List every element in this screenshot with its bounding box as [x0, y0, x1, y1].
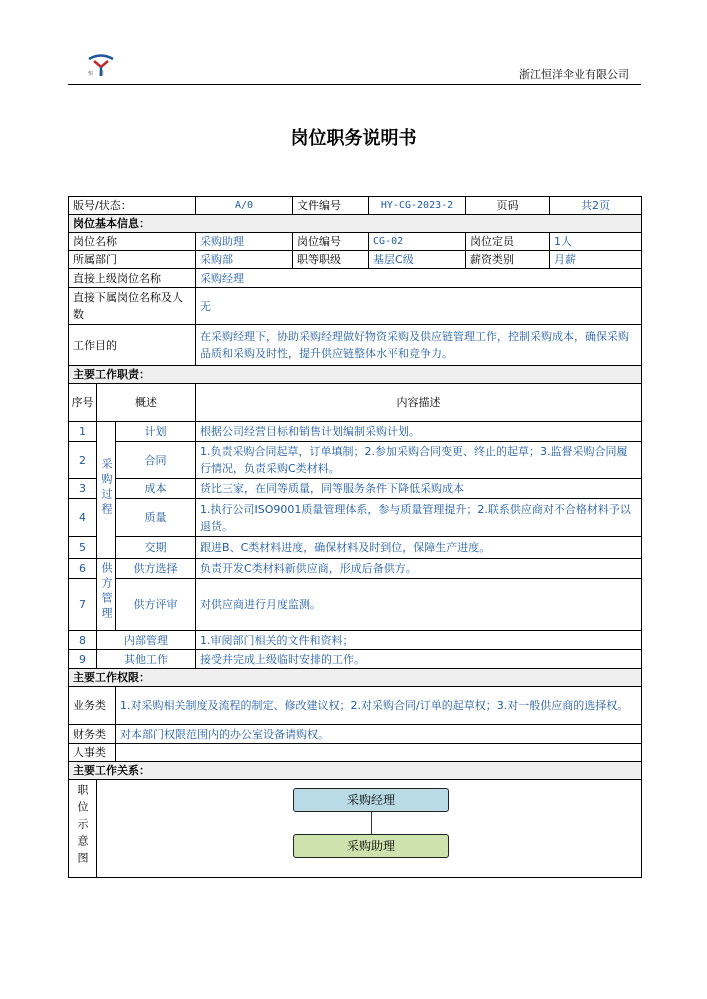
- duty-name: 供方评审: [116, 579, 196, 631]
- page-value: 共2页: [550, 197, 642, 215]
- hr-value: [116, 744, 642, 762]
- org-node-manager: 采购经理: [293, 788, 449, 812]
- headcount-label: 岗位定员: [466, 233, 550, 251]
- org-chart: [97, 780, 642, 878]
- company-logo-icon: [86, 52, 116, 82]
- section-authority: 主要工作权限：: [69, 669, 642, 687]
- page-label: 页码: [466, 197, 550, 215]
- dept-label: 所属部门: [69, 251, 196, 269]
- authority-row-biz: [69, 687, 642, 725]
- table-row: [69, 579, 642, 631]
- duty-no: 9: [69, 650, 97, 669]
- duty-name: 供方选择: [116, 559, 196, 579]
- duty-desc: 货比三家，在同等质量，同等服务条件下降低采购成本: [196, 479, 642, 499]
- duty-no: 8: [69, 631, 97, 650]
- basic-row-2: [69, 251, 642, 269]
- superior-label: 直接上级岗位名称: [69, 269, 196, 288]
- version-value: A/0: [196, 197, 293, 215]
- duty-desc: 跟进B、C类材料进度，确保材料及时到位，保障生产进度。: [196, 537, 642, 559]
- post-name-value: 采购助理: [196, 233, 293, 251]
- biz-value: 1.对采购相关制度及流程的制定、修改建议权；2.对采购合同/订单的起草权；3.对一般供应商的选择权。: [116, 687, 642, 725]
- meta-row: [69, 197, 642, 215]
- table-row: [69, 537, 642, 559]
- section-duties: 主要工作职责：: [69, 366, 642, 384]
- group-label: 供方管理: [100, 562, 113, 622]
- authority-row-fin: [69, 725, 642, 744]
- page-header: [68, 44, 641, 85]
- subordinate-value: 无: [196, 288, 642, 325]
- col-summary-header: 概述: [97, 384, 196, 422]
- duty-name: 内部管理: [97, 631, 196, 650]
- job-description-table: [68, 196, 642, 878]
- duty-desc: 接受并完成上级临时安排的工作。: [196, 650, 642, 669]
- post-name-label: 岗位名称: [69, 233, 196, 251]
- duty-no: 3: [69, 479, 97, 499]
- headcount-value: 1人: [550, 233, 642, 251]
- purpose-label: 工作目的: [69, 325, 196, 366]
- pay-label: 薪资类别: [466, 251, 550, 269]
- grade-value: 基层C级: [369, 251, 466, 269]
- table-row: [69, 499, 642, 537]
- col-desc-header: 内容描述: [196, 384, 642, 422]
- duty-no: 1: [69, 422, 97, 442]
- dept-value: 采购部: [196, 251, 293, 269]
- group-purchase-process: [97, 422, 116, 559]
- duty-desc: 对供应商进行月度监测。: [196, 579, 642, 631]
- relations-row: [69, 780, 642, 878]
- duty-no: 6: [69, 559, 97, 579]
- duty-name: 合同: [116, 442, 196, 479]
- duty-desc: 负责开发C类材料新供应商，形成后备供方。: [196, 559, 642, 579]
- logo-caption: 恒洋: [88, 71, 111, 77]
- duty-name: 其他工作: [97, 650, 196, 669]
- hr-label: 人事类: [69, 744, 116, 762]
- table-row: [69, 559, 642, 579]
- authority-row-hr: [69, 744, 642, 762]
- docno-value: HY-CG-2023-2: [369, 197, 466, 215]
- basic-row-1: [69, 233, 642, 251]
- org-connector: [371, 812, 372, 834]
- duty-name: 成本: [116, 479, 196, 499]
- duty-desc: 1.审阅部门相关的文件和资料；: [196, 631, 642, 650]
- docno-label: 文件编号: [293, 197, 369, 215]
- chart-label-text: 职位示意图: [76, 783, 89, 869]
- duties-header-row: [69, 384, 642, 422]
- group-label: 采购过程: [100, 457, 113, 518]
- org-chart-label: [69, 780, 97, 878]
- subordinate-row: [69, 288, 642, 325]
- duty-no: 2: [69, 442, 97, 479]
- group-supplier-mgmt: [97, 559, 116, 631]
- table-row: [69, 631, 642, 650]
- section-relations: 主要工作关系：: [69, 762, 642, 780]
- org-node-assistant: 采购助理: [293, 834, 449, 858]
- purpose-row: [69, 325, 642, 366]
- superior-row: [69, 269, 642, 288]
- duty-name: 质量: [116, 499, 196, 537]
- duty-desc: 根据公司经营目标和销售计划编制采购计划。: [196, 422, 642, 442]
- duty-desc: 1.负责采购合同起草，订单填制；2.参加采购合同变更、终止的起草；3.监督采购合同履行情况，负责采购C类材料。: [196, 442, 642, 479]
- col-no-header: 序号: [69, 384, 97, 422]
- fin-value: 对本部门权限范围内的办公室设备请购权。: [116, 725, 642, 744]
- pay-value: 月薪: [550, 251, 642, 269]
- grade-label: 职等职级: [293, 251, 369, 269]
- superior-value: 采购经理: [196, 269, 642, 288]
- table-row: [69, 479, 642, 499]
- subordinate-label: 直接下属岗位名称及人数: [69, 288, 196, 325]
- fin-label: 财务类: [69, 725, 116, 744]
- company-name: 浙江恒洋伞业有限公司: [519, 68, 629, 81]
- page-title: 岗位职务说明书: [290, 128, 417, 149]
- duty-no: 4: [69, 499, 97, 537]
- duty-no: 7: [69, 579, 97, 631]
- duty-no: 5: [69, 537, 97, 559]
- post-no-value: CG-02: [369, 233, 466, 251]
- section-basic: 岗位基本信息：: [69, 215, 642, 233]
- biz-label: 业务类: [69, 687, 116, 725]
- table-row: [69, 422, 642, 442]
- duty-name: 交期: [116, 537, 196, 559]
- duty-desc: 1.执行公司ISO9001质量管理体系，参与质量管理提升；2.联系供应商对不合格材料予以退货。: [196, 499, 642, 537]
- purpose-value: 在采购经理下，协助采购经理做好物资采购及供应链管理工作，控制采购成本，确保采购品质和采购及时性，提升供应链整体水平和竞争力。: [196, 325, 642, 366]
- post-no-label: 岗位编号: [293, 233, 369, 251]
- duty-name: 计划: [116, 422, 196, 442]
- version-label: 版号/状态：: [69, 197, 196, 215]
- table-row: [69, 442, 642, 479]
- table-row: [69, 650, 642, 669]
